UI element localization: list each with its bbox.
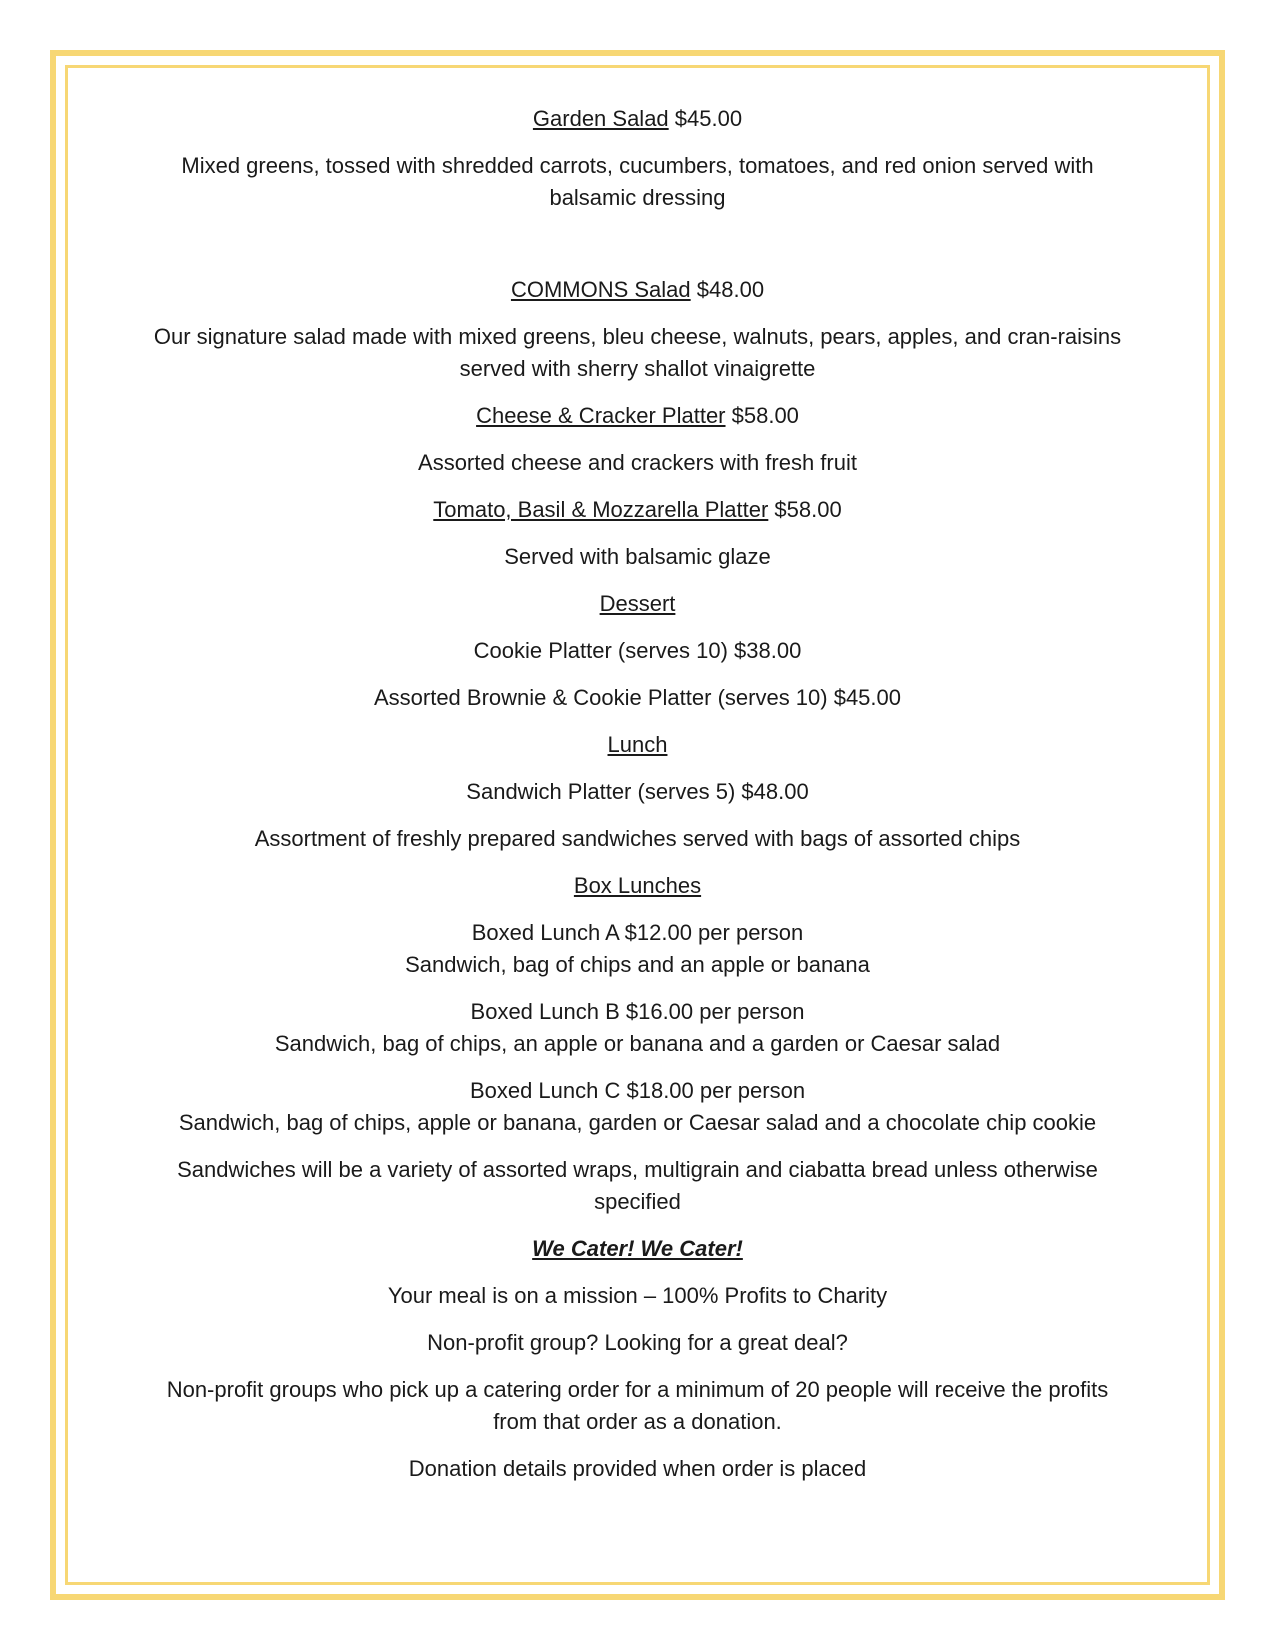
garden-salad-description: Mixed greens, tossed with shredded carrots, cucumbers, tomatoes, and red onion served with balsamic dressing (181, 153, 1094, 210)
donation-details: Donation details provided when order is placed (408, 1456, 867, 1481)
item-name: Garden Salad (532, 106, 669, 131)
item-price: $45.00 (668, 106, 743, 131)
nonprofit-question: Non-profit group? Looking for a great deal? (427, 1330, 848, 1355)
commons-salad-description: Our signature salad made with mixed greens, bleu cheese, walnuts, pears, apples, and cran-raisins served with sherry shallot vinaigrette (153, 324, 1122, 381)
box-lunches-heading: Box Lunches (573, 873, 702, 898)
sandwich-platter-item: Sandwich Platter (serves 5) $48.00 (466, 779, 809, 804)
we-cater-heading: We Cater! We Cater! (532, 1236, 743, 1261)
item-price: $58.00 (768, 497, 842, 522)
dessert-item: Assorted Brownie & Cookie Platter (serves 10) $45.00 (373, 685, 902, 710)
boxed-lunch-b-title: Boxed Lunch B $16.00 per person (470, 999, 805, 1024)
cheese-platter-title (150, 400, 1125, 432)
boxed-lunch-c-detail: Sandwich, bag of chips, apple or banana, garden or Caesar salad and a chocolate chip cookie (178, 1110, 1097, 1135)
item-price: $58.00 (725, 403, 799, 428)
item-price: $48.00 (690, 277, 765, 302)
tomato-platter-description: Served with balsamic glaze (504, 544, 771, 569)
menu-content (150, 103, 1125, 1485)
boxed-lunch-c-title: Boxed Lunch C $18.00 per person (469, 1078, 806, 1103)
sandwich-note: Sandwiches will be a variety of assorted wraps, multigrain and ciabatta bread unless otherwise specified (177, 1157, 1098, 1214)
dessert-heading: Dessert (599, 591, 676, 616)
commons-salad-title (150, 274, 1125, 306)
boxed-lunch-b-detail: Sandwich, bag of chips, an apple or banana and a garden or Caesar salad (274, 1031, 1001, 1056)
sandwich-platter-description: Assortment of freshly prepared sandwiches served with bags of assorted chips (254, 826, 1021, 851)
boxed-lunch-a-detail: Sandwich, bag of chips and an apple or banana (405, 952, 870, 977)
item-name: COMMONS Salad (510, 277, 691, 302)
mission-line: Your meal is on a mission – 100% Profits to Charity (387, 1283, 888, 1308)
item-name: Cheese & Cracker Platter (476, 403, 726, 428)
boxed-lunch-a-title: Boxed Lunch A $12.00 per person (471, 920, 804, 945)
item-name: Tomato, Basil & Mozzarella Platter (433, 497, 769, 522)
lunch-heading: Lunch (607, 732, 668, 757)
tomato-platter-title (150, 494, 1125, 526)
dessert-item: Cookie Platter (serves 10) $38.00 (473, 638, 802, 663)
garden-salad-title (150, 103, 1125, 135)
cheese-platter-description: Assorted cheese and crackers with fresh fruit (418, 450, 857, 475)
nonprofit-offer: Non-profit groups who pick up a catering order for a minimum of 20 people will receive the profits from that order as a donation. (166, 1377, 1109, 1434)
